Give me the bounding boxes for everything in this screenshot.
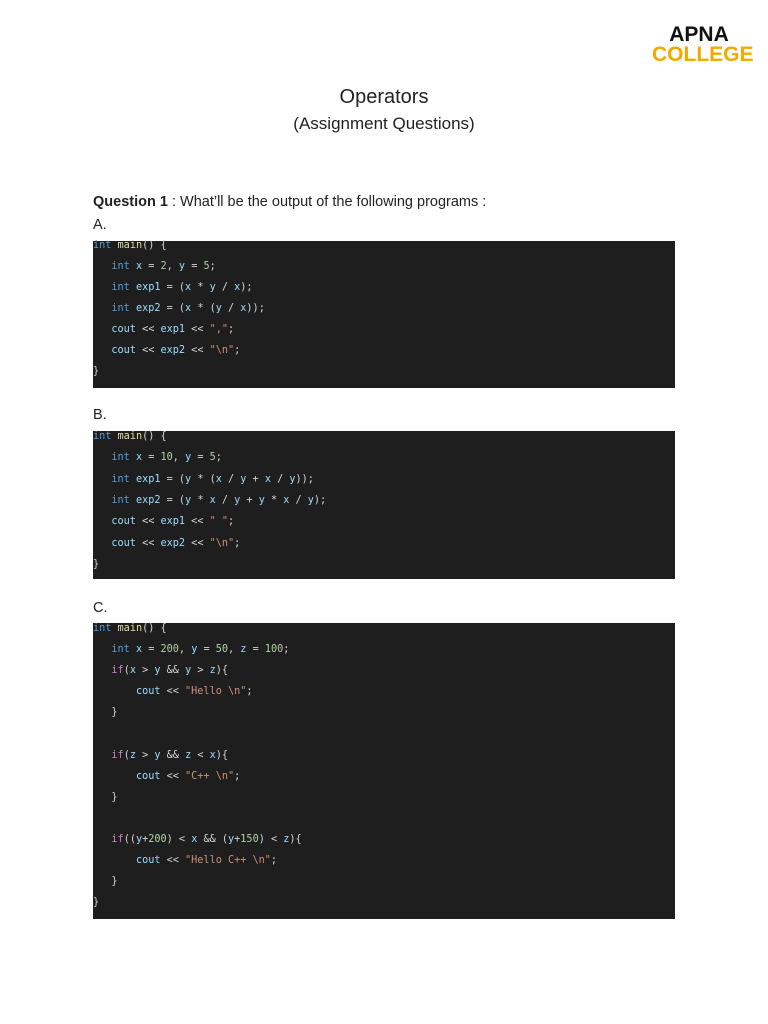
code-token: << xyxy=(185,324,210,335)
code-token: y xyxy=(258,494,265,506)
code-token: / xyxy=(221,303,241,314)
code-token: , xyxy=(178,644,192,656)
page-subtitle: (Assignment Questions) xyxy=(293,114,475,133)
code-token: ){ xyxy=(289,834,302,845)
code-token: ; xyxy=(234,537,241,549)
code-token: * xyxy=(191,494,210,506)
code-token: main xyxy=(117,240,143,251)
code-token: "Hello \n" xyxy=(185,686,247,698)
code-token: x xyxy=(283,494,290,506)
question-label: Question 1 xyxy=(93,194,168,210)
code-token: int xyxy=(93,623,112,634)
code-line xyxy=(93,515,234,529)
code-token: int xyxy=(111,261,130,272)
section-label-b: B. xyxy=(93,407,107,423)
code-token: x xyxy=(185,282,192,293)
code-token: int xyxy=(111,282,130,293)
code-token: main xyxy=(117,431,143,442)
logo-line-1: APNA xyxy=(669,23,729,46)
code-token: x xyxy=(209,749,216,761)
code-token: = xyxy=(197,644,216,656)
code-token: int xyxy=(93,240,112,251)
code-token: ) < xyxy=(258,834,284,845)
code-token: y xyxy=(240,473,247,485)
code-token: * ( xyxy=(191,473,216,485)
code-token: } xyxy=(93,366,100,377)
code-line xyxy=(93,643,289,657)
code-line xyxy=(93,494,326,508)
code-token: cout xyxy=(135,686,161,698)
code-line xyxy=(93,770,240,784)
code-token: () { xyxy=(142,623,167,634)
code-token: / xyxy=(215,494,235,506)
code-token: exp1 xyxy=(160,324,186,335)
code-token: cout xyxy=(135,770,161,782)
code-token: + xyxy=(240,494,259,506)
code-token: ; xyxy=(215,452,222,464)
code-token: )); xyxy=(246,303,265,314)
code-token: << xyxy=(185,345,210,356)
code-token: )); xyxy=(295,473,314,485)
code-token: exp2 xyxy=(160,345,186,356)
code-token: x xyxy=(129,665,136,677)
code-token: ; xyxy=(283,644,290,656)
code-line xyxy=(93,430,167,444)
code-token: << xyxy=(135,537,161,549)
code-token: cout xyxy=(111,516,136,528)
code-block-b xyxy=(93,431,675,579)
apna-college-logo xyxy=(652,23,754,68)
code-token: = xyxy=(142,261,161,272)
code-token: / xyxy=(270,473,290,485)
code-token: = ( xyxy=(160,282,186,293)
code-line xyxy=(93,875,118,889)
code-token: if xyxy=(111,749,124,761)
code-token: "C++ \n" xyxy=(185,770,235,782)
code-token: z xyxy=(185,749,192,761)
code-token: > xyxy=(135,665,155,677)
code-token: = ( xyxy=(160,303,186,314)
code-token: int xyxy=(111,644,130,656)
code-token: main xyxy=(117,623,143,634)
code-token: ; xyxy=(228,516,235,528)
code-token: " " xyxy=(209,516,228,528)
code-line xyxy=(93,260,216,274)
code-token: 5 xyxy=(209,452,216,464)
page-title: Operators xyxy=(339,86,429,108)
code-token: int xyxy=(111,473,130,485)
code-token: exp2 xyxy=(135,303,161,314)
code-token: = xyxy=(191,452,210,464)
code-token: y xyxy=(154,749,161,761)
code-token: } xyxy=(93,558,100,570)
code-token: > xyxy=(191,665,210,677)
code-token: << xyxy=(160,686,186,698)
code-token: z xyxy=(129,749,136,761)
code-token: * xyxy=(191,282,210,293)
code-token: } xyxy=(111,876,118,888)
code-token: x xyxy=(135,261,143,272)
code-line xyxy=(93,664,228,678)
code-token: << xyxy=(185,537,210,549)
code-token: y xyxy=(135,834,143,845)
code-token: exp1 xyxy=(160,516,186,528)
code-token: << xyxy=(185,516,210,528)
code-token: x xyxy=(185,303,192,314)
code-token: ; xyxy=(270,855,278,867)
code-token: y xyxy=(185,473,192,485)
code-token: ; xyxy=(246,686,253,698)
code-line xyxy=(93,896,99,910)
code-token: cout xyxy=(135,855,161,867)
code-token: y xyxy=(234,494,241,506)
code-token: > xyxy=(135,749,155,761)
code-token: y xyxy=(185,665,192,677)
code-token: 5 xyxy=(203,261,210,272)
code-token: && xyxy=(160,665,186,677)
code-line xyxy=(93,833,302,847)
question-text: : What’ll be the output of the following programs : xyxy=(167,194,487,210)
code-line xyxy=(93,622,167,636)
code-token: << xyxy=(135,516,161,528)
code-token: int xyxy=(111,494,130,506)
code-token: ; xyxy=(228,324,235,335)
question-heading xyxy=(93,194,486,210)
code-line xyxy=(93,451,222,465)
code-line xyxy=(93,365,99,379)
code-token: 200 xyxy=(148,834,167,845)
code-token: ; xyxy=(234,345,241,356)
code-token: "Hello C++ \n" xyxy=(185,855,271,867)
code-line xyxy=(93,749,228,763)
code-token: ; xyxy=(234,770,241,782)
code-token: ); xyxy=(240,282,253,293)
code-token: y xyxy=(154,665,161,677)
code-token: = xyxy=(142,644,161,656)
code-token: << xyxy=(135,345,161,356)
code-token: y xyxy=(178,261,186,272)
code-line xyxy=(93,473,314,487)
code-token: = xyxy=(142,452,161,464)
code-token: << xyxy=(160,770,186,782)
code-token: * ( xyxy=(191,303,216,314)
code-token: 150 xyxy=(240,834,259,845)
code-token: + xyxy=(234,834,241,845)
code-block-a xyxy=(93,241,675,388)
code-token: "," xyxy=(209,324,228,335)
code-block-c xyxy=(93,623,675,919)
code-token: "\n" xyxy=(209,345,235,356)
code-token: , xyxy=(166,261,179,272)
code-token: int xyxy=(111,303,130,314)
code-token: << xyxy=(160,855,186,867)
code-token: if xyxy=(111,665,124,677)
code-token: z xyxy=(240,644,247,656)
code-token: z xyxy=(209,665,216,677)
code-token: && xyxy=(160,749,186,761)
code-token: ); xyxy=(313,494,327,506)
code-token: ; xyxy=(209,261,216,272)
code-token: = xyxy=(246,644,265,656)
code-token: , xyxy=(228,644,241,656)
code-token: / xyxy=(289,494,308,506)
code-token: << xyxy=(135,324,161,335)
code-line xyxy=(93,302,265,316)
code-line xyxy=(93,281,253,295)
code-token: 200 xyxy=(160,644,179,656)
code-line xyxy=(93,854,277,868)
code-line xyxy=(93,323,234,337)
code-token: = ( xyxy=(160,494,186,506)
code-token: / xyxy=(215,282,235,293)
code-line xyxy=(93,706,118,720)
code-token: x xyxy=(264,473,271,485)
code-token: y xyxy=(191,644,198,656)
code-token: () { xyxy=(142,431,167,442)
code-token: ( xyxy=(123,665,130,677)
code-token: exp1 xyxy=(135,282,161,293)
code-line xyxy=(93,344,240,358)
code-token: x xyxy=(240,303,247,314)
logo-line-2: COLLEGE xyxy=(652,43,754,66)
code-token: = xyxy=(185,261,204,272)
code-token: () { xyxy=(142,240,167,251)
code-line xyxy=(93,558,99,572)
code-token: && ( xyxy=(197,834,229,845)
code-token: } xyxy=(93,897,100,909)
code-token: y xyxy=(185,452,192,464)
code-line xyxy=(93,537,240,551)
code-token: } xyxy=(111,707,118,719)
code-token: , xyxy=(172,452,186,464)
code-token: } xyxy=(111,791,118,803)
section-label-c: C. xyxy=(93,600,108,616)
code-token: 50 xyxy=(215,644,229,656)
code-token: 2 xyxy=(160,261,167,272)
code-token: x xyxy=(135,644,143,656)
code-token: < xyxy=(191,749,210,761)
code-token: z xyxy=(283,834,290,845)
code-token: x xyxy=(209,494,216,506)
code-token: y xyxy=(209,282,216,293)
code-token: cout xyxy=(111,537,136,549)
code-token: cout xyxy=(111,324,136,335)
code-token: int xyxy=(93,431,112,442)
code-token: int xyxy=(111,452,130,464)
code-token: "\n" xyxy=(209,537,235,549)
code-token: / xyxy=(221,473,241,485)
code-token: * xyxy=(264,494,284,506)
code-token: exp2 xyxy=(160,537,186,549)
code-token: + xyxy=(142,834,149,845)
code-token: x xyxy=(135,452,143,464)
code-token: ( xyxy=(123,749,130,761)
code-token: y xyxy=(185,494,192,506)
code-token: exp1 xyxy=(135,473,161,485)
code-token: = ( xyxy=(160,473,186,485)
code-token: x xyxy=(191,834,198,845)
code-token: y xyxy=(289,473,296,485)
code-line xyxy=(93,791,118,805)
code-token: x xyxy=(215,473,222,485)
code-line xyxy=(93,685,253,699)
code-token: ) < xyxy=(166,834,192,845)
code-line xyxy=(93,239,167,253)
code-token: y xyxy=(307,494,314,506)
code-token: (( xyxy=(123,834,136,845)
code-token: ){ xyxy=(215,665,229,677)
code-token: if xyxy=(111,834,124,845)
code-token: 10 xyxy=(160,452,173,464)
code-token: ){ xyxy=(215,749,229,761)
code-token: + xyxy=(246,473,265,485)
code-token: cout xyxy=(111,345,136,356)
section-label-a: A. xyxy=(93,217,107,233)
code-token: 100 xyxy=(264,644,284,656)
code-token: y xyxy=(215,303,222,314)
code-token: y xyxy=(228,834,235,845)
code-token: x xyxy=(234,282,241,293)
code-token: exp2 xyxy=(135,494,161,506)
